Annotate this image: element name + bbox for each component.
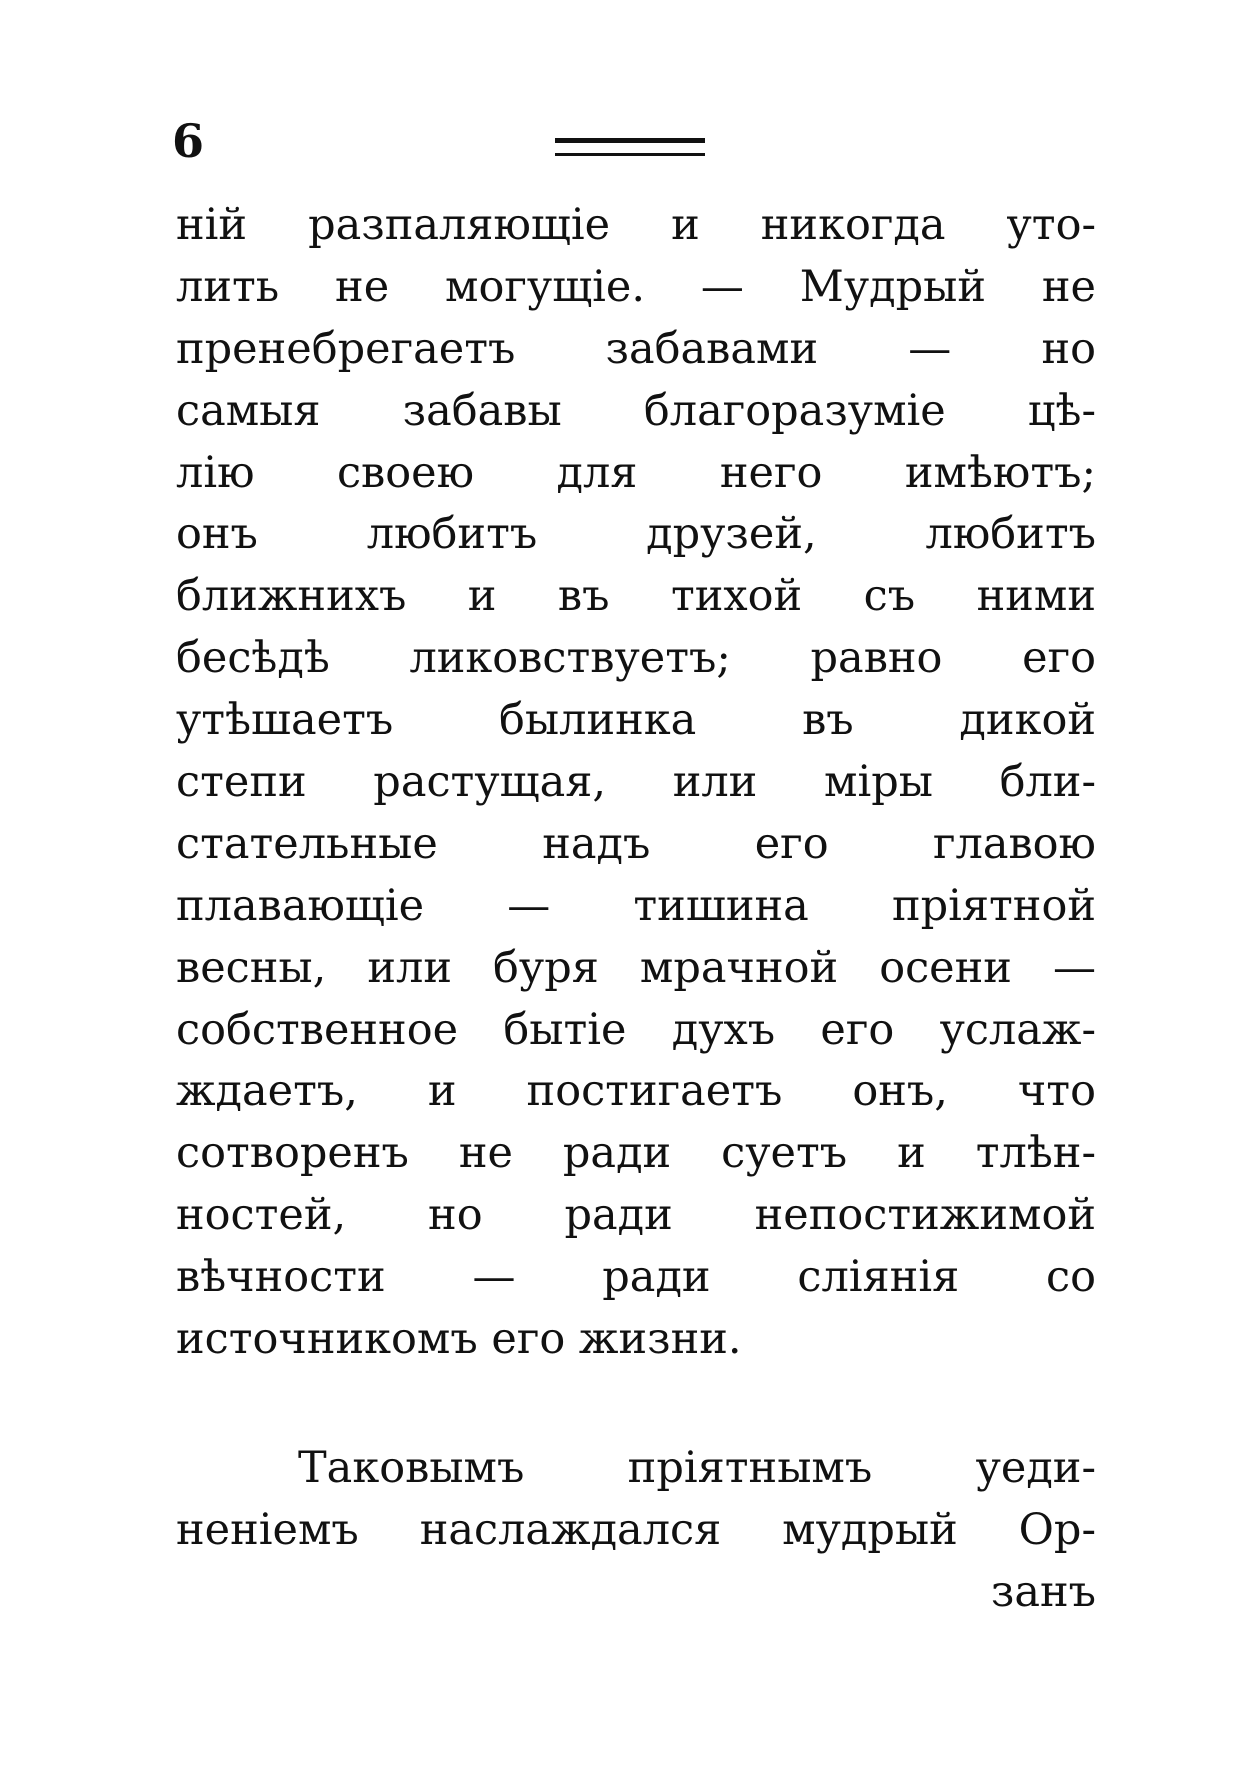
paragraph-2 [176,1438,1096,1624]
text-line: источникомъ его жизни. [176,1314,742,1365]
text-line: стательные надъ его главою [176,818,1096,869]
text-line: бесѣдѣ ликовствуетъ; равно его [176,633,1096,684]
text-line: ностей, но ради непостижимой [176,1190,1096,1241]
text-line: сотворенъ не ради суетъ и тлѣн- [176,1128,1096,1179]
catchword: занъ [990,1566,1096,1617]
text-line: вѣчности — ради сліянія со [176,1252,1096,1303]
text-line: пренебрегаетъ забавами — но [176,323,1096,374]
text-line: собственное бытіе духъ его услаж- [176,1004,1096,1055]
text-line: степи растущая, или міры бли- [176,757,1096,808]
text-line: утѣшаетъ былинка въ дикой [176,695,1096,746]
text-line: неніемъ наслаждался мудрый Ор- [176,1504,1096,1555]
paragraph-1 [176,195,1096,1371]
header-rule [555,138,705,156]
text-line: весны, или буря мрачной осени — [176,942,1096,993]
text-line: ждаетъ, и постигаетъ онъ, что [176,1066,1096,1117]
text-line: лить не могущіе. — Мудрый не [176,261,1096,312]
text-line: онъ любитъ друзей, любитъ [176,509,1096,560]
text-line: самыя забавы благоразуміе цѣ- [176,385,1096,436]
text-line: Таковымъ пріятнымъ уеди- [298,1443,1096,1493]
page-number: 6 [172,114,205,168]
text-line: плавающіе — тишина пріятной [176,880,1096,931]
text-line: лію своею для него имѣютъ; [176,447,1096,498]
text-line: ній разпаляющіе и никогда уто- [176,200,1096,250]
text-line: ближнихъ и въ тихой съ ними [176,571,1096,622]
